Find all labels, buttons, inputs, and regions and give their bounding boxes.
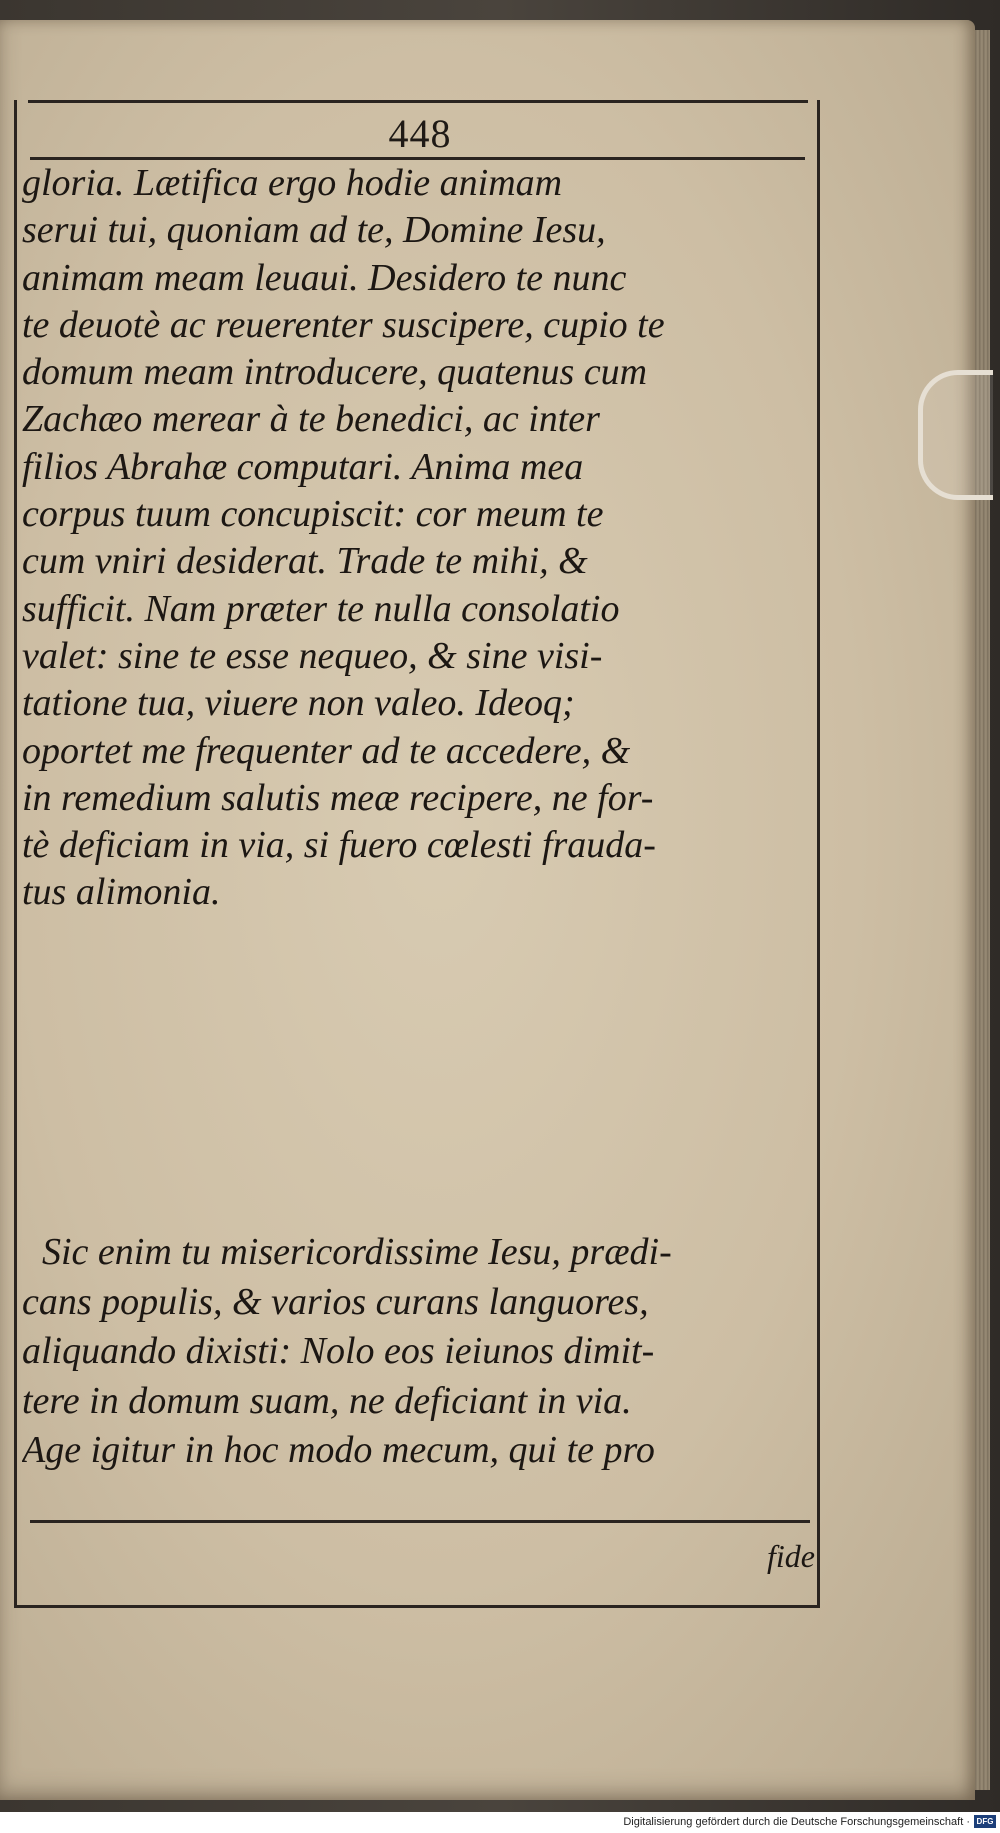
- text-line: in remedium salutis meæ recipere, ne for-: [22, 776, 654, 819]
- text-line: Zachæo merear à te benedici, ac inter: [22, 398, 600, 441]
- footer-credit: Digitalisierung gefördert durch die Deutsche Forschungsgemeinschaft ·: [623, 1816, 970, 1828]
- text-line: cum vniri desiderat. Trade te mihi, &: [22, 540, 588, 583]
- text-line: Age igitur in hoc modo mecum, qui te pro: [22, 1429, 655, 1471]
- text-line: valet: sine te esse nequeo, & sine visi-: [22, 634, 603, 677]
- text-line: domum meam introducere, quatenus cum: [22, 351, 648, 394]
- text-line: tere in domum suam, ne deficiant in via.: [22, 1379, 632, 1422]
- text-line: tè deficiam in via, si fuero cœlesti frauda-: [22, 824, 656, 867]
- text-line: serui tui, quoniam ad te, Domine Iesu,: [22, 209, 606, 252]
- digitization-footer: [0, 1812, 1000, 1833]
- text-line: gloria. Lætifica ergo hodie animam: [22, 162, 563, 204]
- text-line: tatione tua, viuere non valeo. Ideoq;: [22, 682, 575, 725]
- paragraph-1: [22, 160, 812, 917]
- paragraph-2: [22, 1228, 812, 1476]
- page-number: 448: [388, 111, 452, 156]
- text-line: aliquando dixisti: Nolo eos ieiunos dimit-: [22, 1330, 655, 1372]
- text-line: animam meam leuaui. Desidero te nunc: [22, 256, 627, 299]
- text-line: Sic enim tu misericordissime Iesu, prædi-: [42, 1231, 672, 1273]
- text-line: te deuotè ac reuerenter suscipere, cupio te: [22, 303, 665, 346]
- text-line: tus alimonia.: [22, 871, 221, 914]
- frame-top-rule: [28, 100, 808, 103]
- text-line: oportet me frequenter ad te accedere, &: [22, 729, 631, 772]
- catchword: fide: [767, 1538, 815, 1574]
- book-clasp: [918, 370, 993, 500]
- bottom-rule: [40, 1605, 815, 1607]
- text-line: sufficit. Nam præter te nulla consolatio: [22, 587, 620, 630]
- text-line: cans populis, & varios curans languores,: [22, 1280, 649, 1323]
- text-line: corpus tuum concupiscit: cor meum te: [22, 493, 604, 536]
- footer-rule: [30, 1520, 810, 1523]
- dfg-logo-icon: DFG: [974, 1815, 996, 1828]
- text-line: filios Abrahæ computari. Anima mea: [22, 445, 584, 488]
